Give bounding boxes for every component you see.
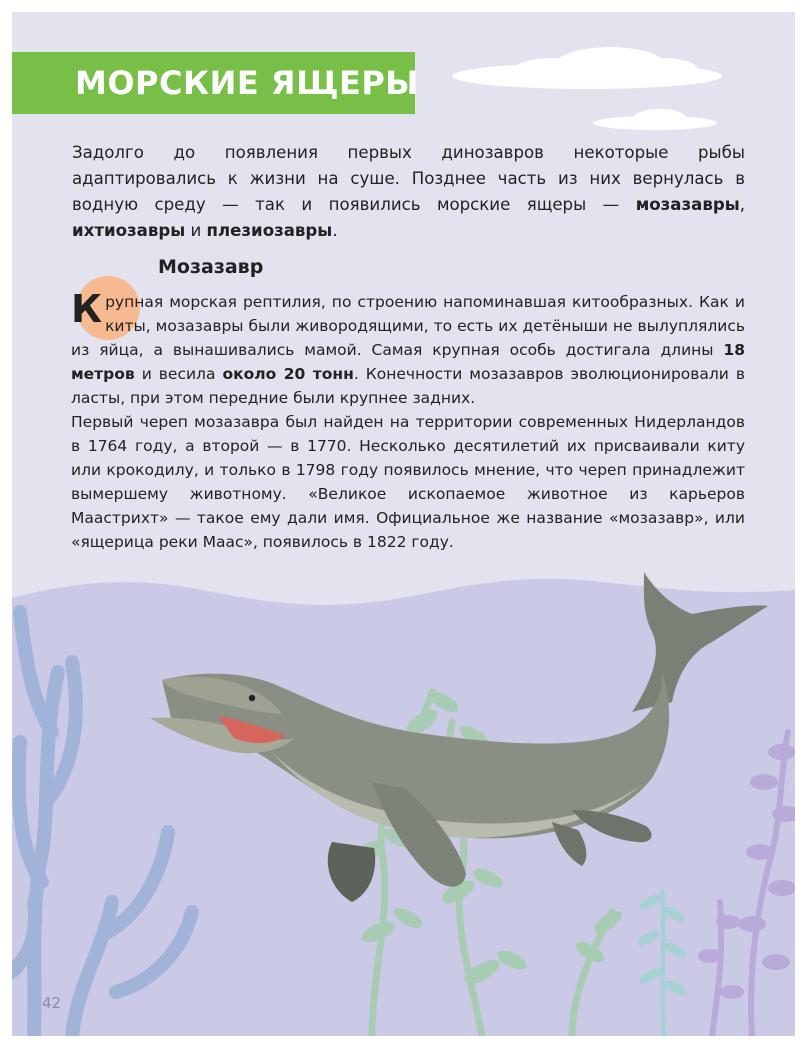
term-plesiosaurs: плезиозавры	[206, 221, 333, 240]
seaweed-icon	[662, 892, 664, 1036]
dropcap-letter: К	[71, 287, 103, 331]
term-ichthyosaurs: ихтиозавры	[72, 221, 186, 240]
paragraph-history: Первый череп мозазавра был найден на территории современных Нидерландов в 1764 году, а второй — в 1770. Несколько десятилетий их присваивали киту или крокодилу, и только в 1798 году появилось мнение, что череп принадлежит вымершему животному. «Великое ископаемое животное из карьеров Маастрихт» — такое ему дали имя. Официальное же название «мозазавр», или «ящерица реки Маас», появилось в 1822 году.	[71, 413, 745, 551]
term-mosasaurs: мозазавры	[635, 195, 740, 214]
cloud-icon	[590, 108, 720, 132]
intro-paragraph: Задолго до появления первых динозавров некоторые рыбы адаптировались к жизни на суше. Позднее часть из них вернулась в водную среду — так и появились морские ящеры — мозазавры, ихтиозавры и плезиозавры.	[72, 143, 745, 240]
weight-value: около 20 тонн	[222, 365, 354, 383]
page-title: МОРСКИЕ ЯЩЕРЫ	[75, 64, 419, 102]
cloud-icon	[442, 46, 732, 92]
length-value: 18 метров	[71, 341, 745, 383]
title-banner	[12, 52, 419, 114]
page-number: 42	[42, 994, 62, 1012]
page	[12, 12, 795, 1036]
section-title: Мозазавр	[158, 256, 264, 278]
underwater-scene	[12, 552, 795, 1036]
paragraph-description: Крупная морская рептилия, по строению напоминавшая китообразных. Как и киты, мозазавры были живородящими, то есть их детёныши не вылуплялись из яйца, а вынашивались мамой. Самая крупная особь достигала длины 18 метров и весила около 20 тонн. Конечности мозазавров эволюционировали в ласты, при этом передние были крупнее задних.	[71, 287, 746, 407]
